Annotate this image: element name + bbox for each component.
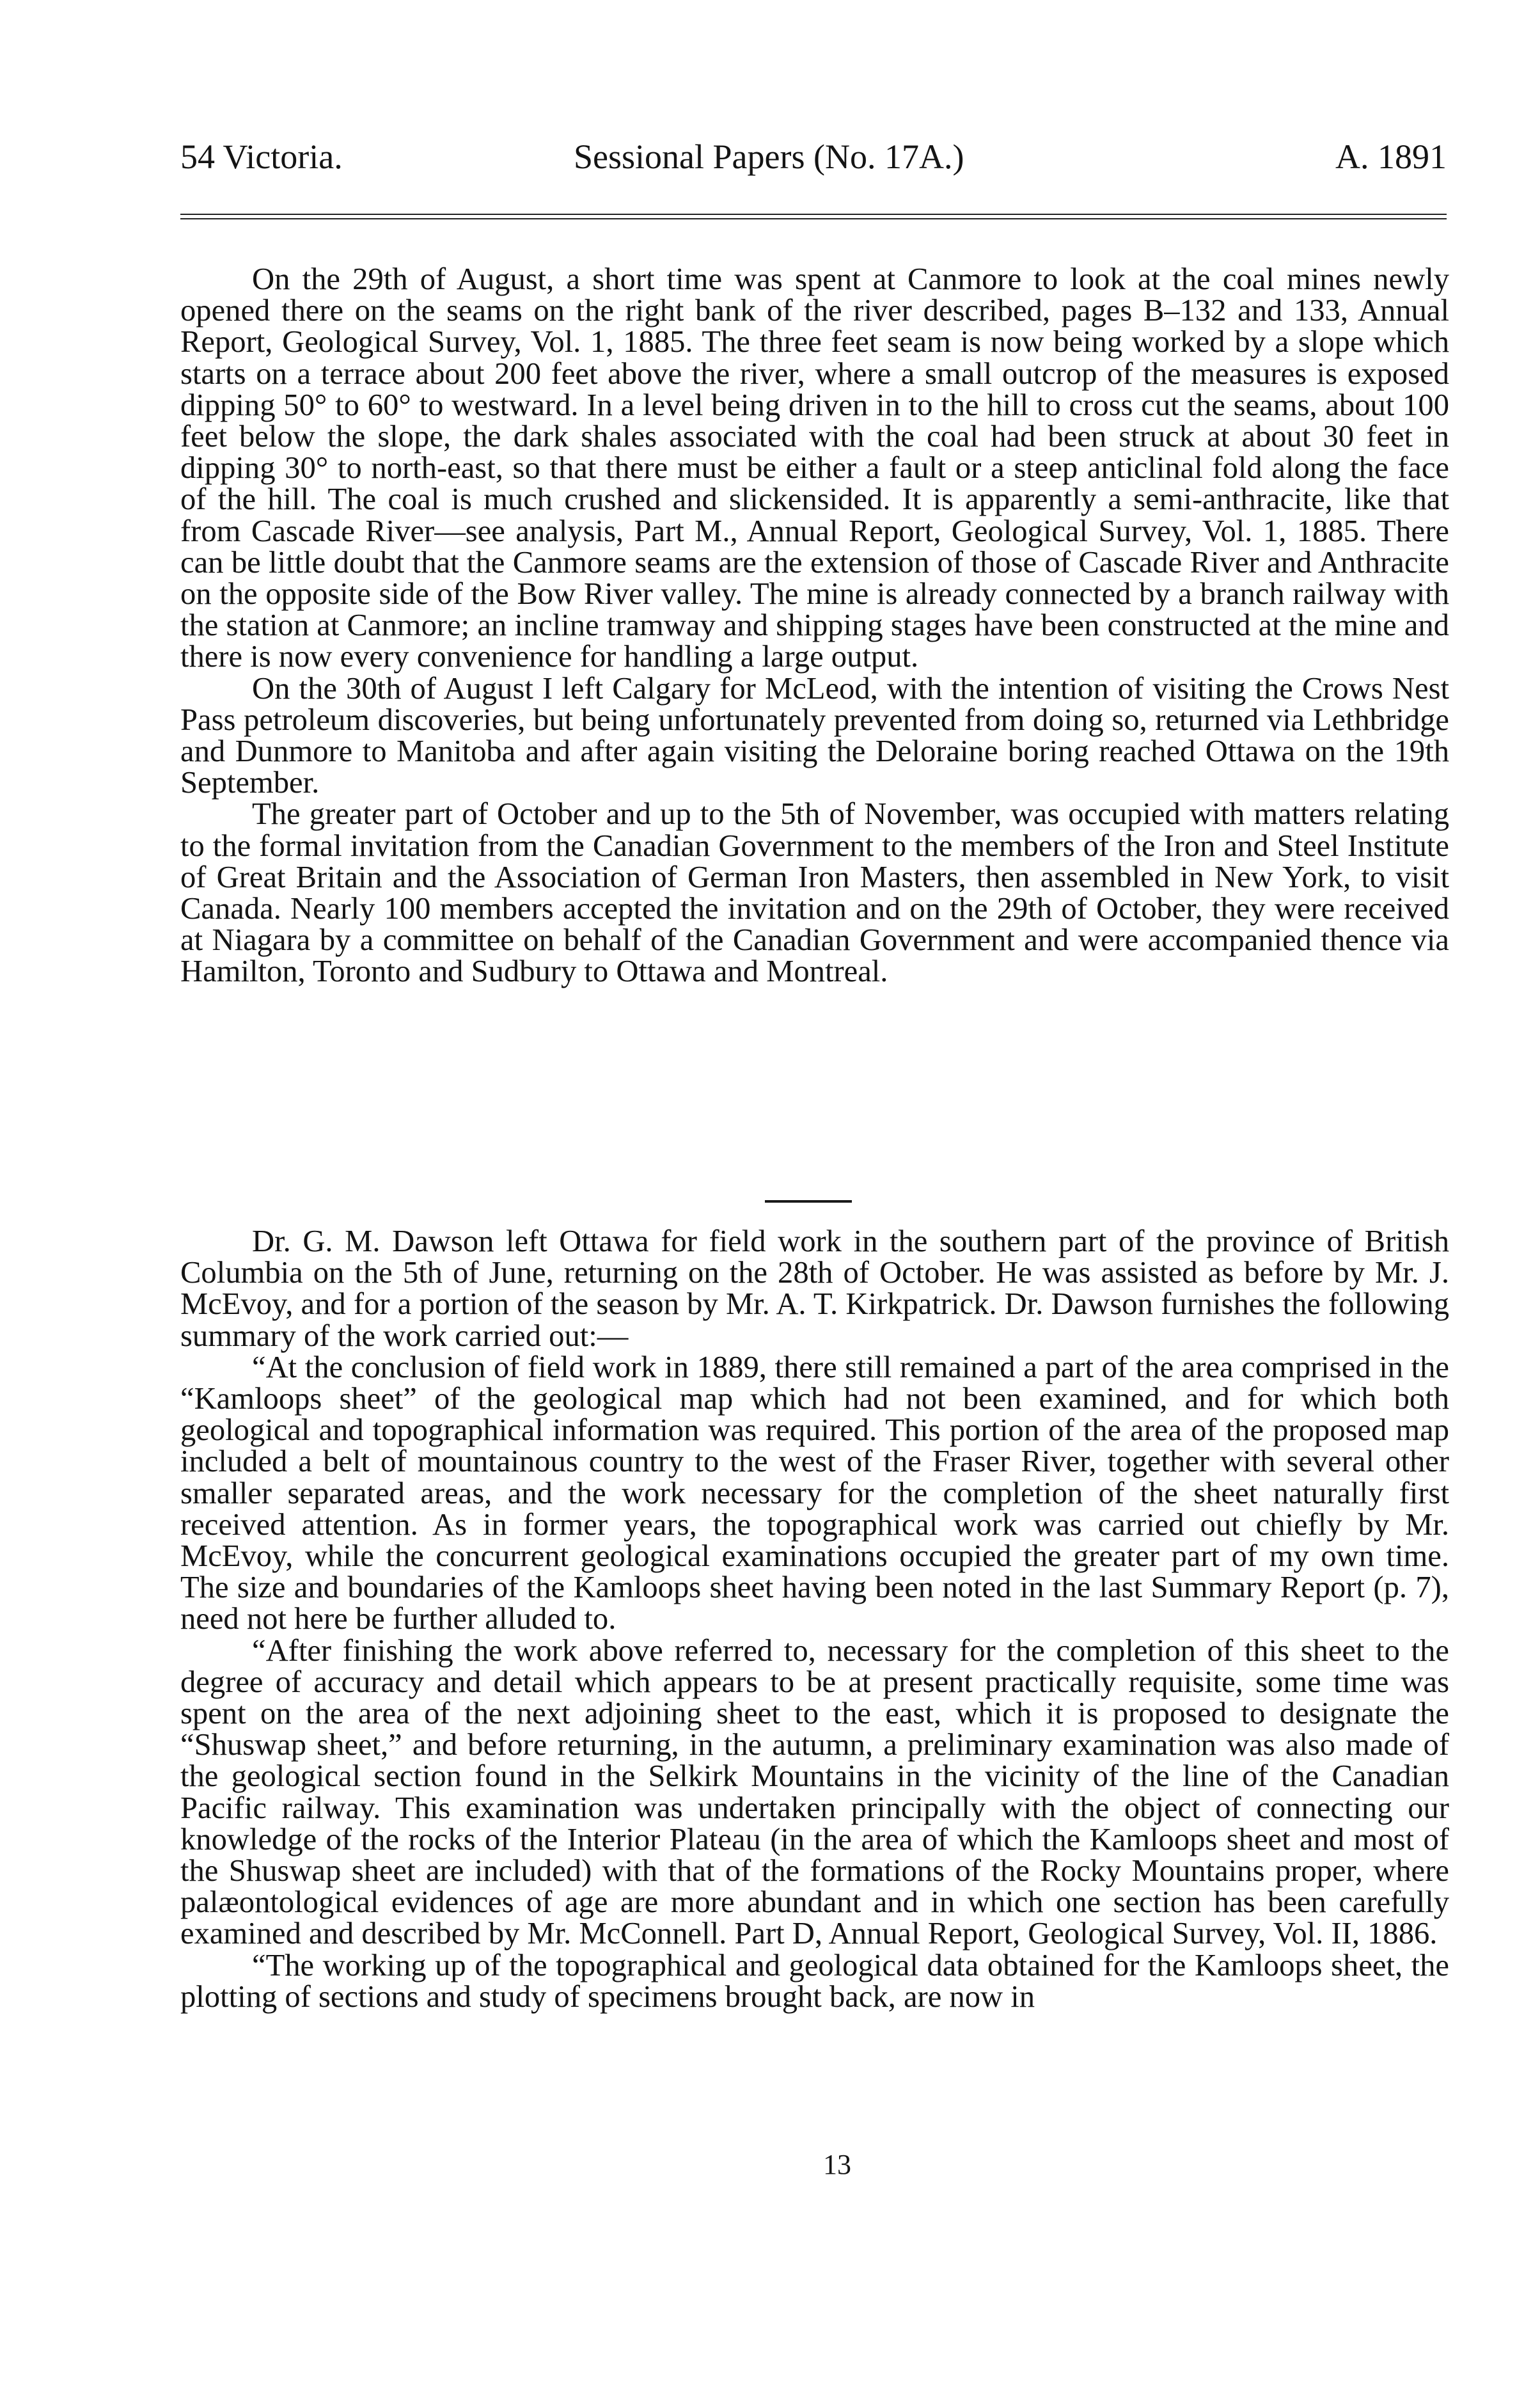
paragraph: Dr. G. M. Dawson left Ottawa for field work in the southern part of the province of British Columbia on the 5th of June, returning on the 28th of October. He was assisted as before by Mr. J. McEvoy, and for a portion of the season by Mr. A. T. Kirkpatrick. Dr. Dawson furnishes the following summary of the work carried out:—: [180, 1224, 1449, 1353]
publication-title: Sessional Papers (No. 17A.): [574, 138, 964, 176]
paragraph: On the 29th of August, a short time was spent at Canmore to look at the coal mines newly opened there on the seams on the right bank of the river described, pages B–132 and 133, Annual Report, Geological Survey, Vol. 1, 1885. The three feet seam is now being worked by a slope which starts on a terrace about 200 feet above the river, where a small outcrop of the measures is exposed dipping 50° to 60° to westward. In a level being driven in to the hill to cross cut the seams, about 100 feet below the slope, the dark shales associated with the coal had been struck at about 30 feet in dipping 30° to north-east, so that there must be either a fault or a steep anticlinal fold along the face of the hill. The coal is much crushed and slickensided. It is apparently a semi-anthracite, like that from Cascade River—see analysis, Part M., Annual Report, Geological Survey, Vol. 1, 1885. There can be little doubt that the Canmore seams are the extension of those of Cascade River and Anthracite on the opposite side of the Bow River valley. The mine is already connected by a branch railway with the station at Canmore; an incline tramway and shipping stages have been constructed at the mine and there is now every convenience for handling a large output.: [180, 262, 1449, 674]
year-label: A. 1891: [1335, 138, 1447, 176]
paragraph: “At the conclusion of field work in 1889, there still remained a part of the area comprised in the “Kamloops sheet” of the geological map which had not been examined, and for which both geological and topographical information was required. This portion of the area of the proposed map included a belt of mountainous country to the west of the Fraser River, together with several other smaller separated areas, and the work necessary for the completion of the sheet naturally first received attention. As in former years, the topographical work was carried out chiefly by Mr. McEvoy, while the concurrent geological examinations occupied the greater part of my own time. The size and boundaries of the Kamloops sheet having been noted in the last Summary Report (p. 7), need not here be further alluded to.: [180, 1349, 1449, 1636]
paragraph: The greater part of October and up to the 5th of November, was occupied with matters relating to the formal invitation from the Canadian Government to the members of the Iron and Steel Institute of Great Britain and the Association of German Iron Masters, then assembled in New York, to visit Canada. Nearly 100 members accepted the invitation and on the 29th of October, they were received at Niagara by a committee on behalf of the Canadian Government and were accompanied thence via Hamilton, Toronto and Sudbury to Ottawa and Montreal.: [180, 796, 1449, 989]
section-dawson-report: [180, 1226, 1449, 2013]
section-canmore-and-travel: [180, 264, 1449, 988]
paragraph: “After finishing the work above referred to, necessary for the completion of this sheet to the degree of accuracy and detail which appears to be at present practically requisite, some time was spent on the area of the next adjoining sheet to the east, which it is proposed to designate the “Shuswap sheet,” and before returning, in the autumn, a preliminary examination was also made of the geological section found in the Selkirk Mountains in the vicinity of the line of the Canadian Pacific railway. This examination was undertaken principally with the object of connecting our knowledge of the rocks of the Interior Plateau (in the area of which the Kamloops sheet and most of the Shuswap sheet are included) with that of the formations of the Rocky Mountains proper, where palæontological evidences of age are more abundant and in which one section has been carefully examined and described by Mr. McConnell. Part D, Annual Report, Geological Survey, Vol. II, 1886.: [180, 1633, 1449, 1951]
paragraph: “The working up of the topographical and geological data obtained for the Kamloops sheet, the plotting of sections and study of specimens brought back, are now in: [180, 1947, 1449, 2014]
session-label: 54 Victoria.: [180, 138, 343, 176]
section-divider: [765, 1200, 852, 1203]
paragraph: On the 30th of August I left Calgary for McLeod, with the intention of visiting the Crows Nest Pass petroleum discoveries, but being unfortunately prevented from doing so, returned via Lethbridge and Dunmore to Manitoba and after again visiting the Deloraine boring reached Ottawa on the 19th September.: [180, 670, 1449, 800]
running-header: [180, 134, 1447, 179]
page-number: 13: [823, 2149, 851, 2180]
header-double-rule: [180, 214, 1447, 219]
